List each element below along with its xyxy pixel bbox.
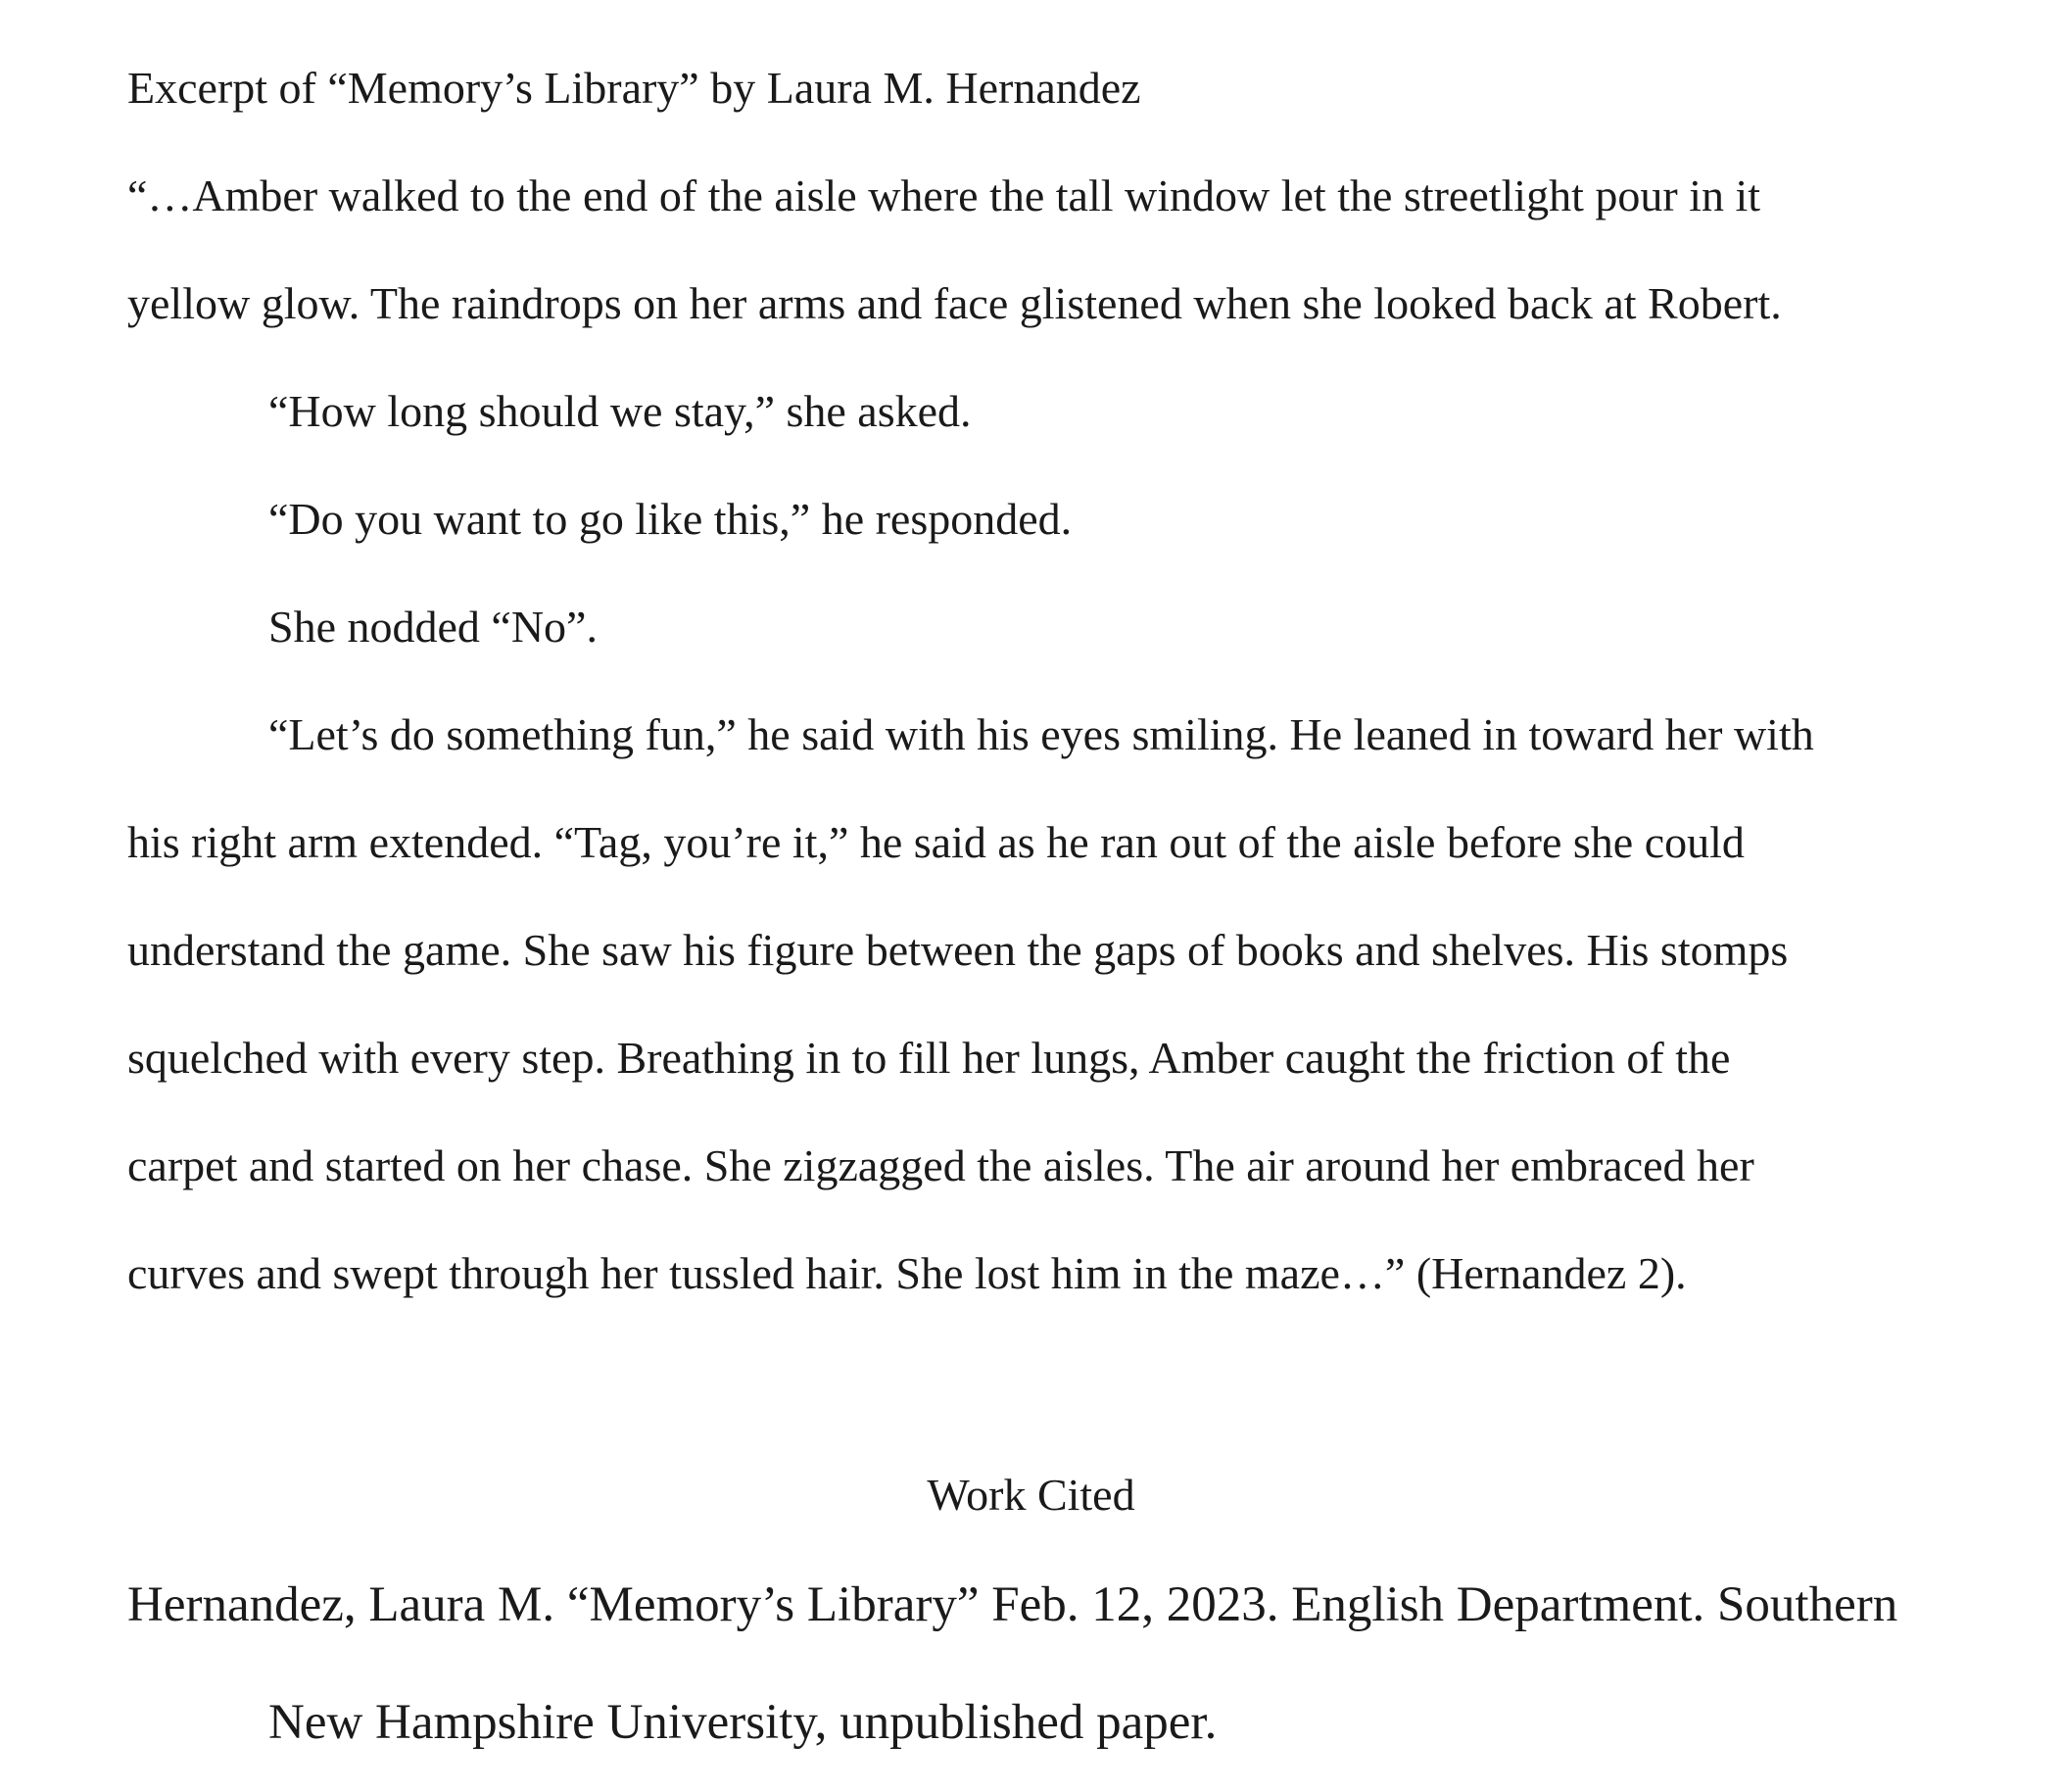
body-line: curves and swept through her tussled hair. She lost him in the maze…” (Hernandez 2). xyxy=(127,1248,1687,1298)
citation-line: New Hampshire University, unpublished paper. xyxy=(268,1695,1218,1750)
citation-line: Hernandez, Laura M. “Memory’s Library” Feb. 12, 2023. English Department. Southern xyxy=(127,1577,1898,1632)
body-line: squelched with every step. Breathing in to fill her lungs, Amber caught the friction of the xyxy=(127,1033,1731,1083)
body-line: “…Amber walked to the end of the aisle where the tall window let the streetlight pour in it xyxy=(127,170,1761,220)
body-line: “How long should we stay,” she asked. xyxy=(268,386,972,436)
body-line: understand the game. She saw his figure between the gaps of books and shelves. His stomps xyxy=(127,925,1789,975)
body-line: yellow glow. The raindrops on her arms and face glistened when she looked back at Robert. xyxy=(127,278,1782,328)
body-line: “Do you want to go like this,” he responded. xyxy=(268,494,1073,544)
body-line: “Let’s do something fun,” he said with his eyes smiling. He leaned in toward her with xyxy=(268,709,1814,759)
body-line: carpet and started on her chase. She zigzagged the aisles. The air around her embraced her xyxy=(127,1140,1754,1190)
body-line: She nodded “No”. xyxy=(268,602,598,652)
body-line: his right arm extended. “Tag, you’re it,” he said as he ran out of the aisle before she could xyxy=(127,817,1745,867)
excerpt-title: Excerpt of “Memory’s Library” by Laura M. Hernandez xyxy=(127,63,1141,113)
works-cited-heading: Work Cited xyxy=(927,1470,1135,1520)
